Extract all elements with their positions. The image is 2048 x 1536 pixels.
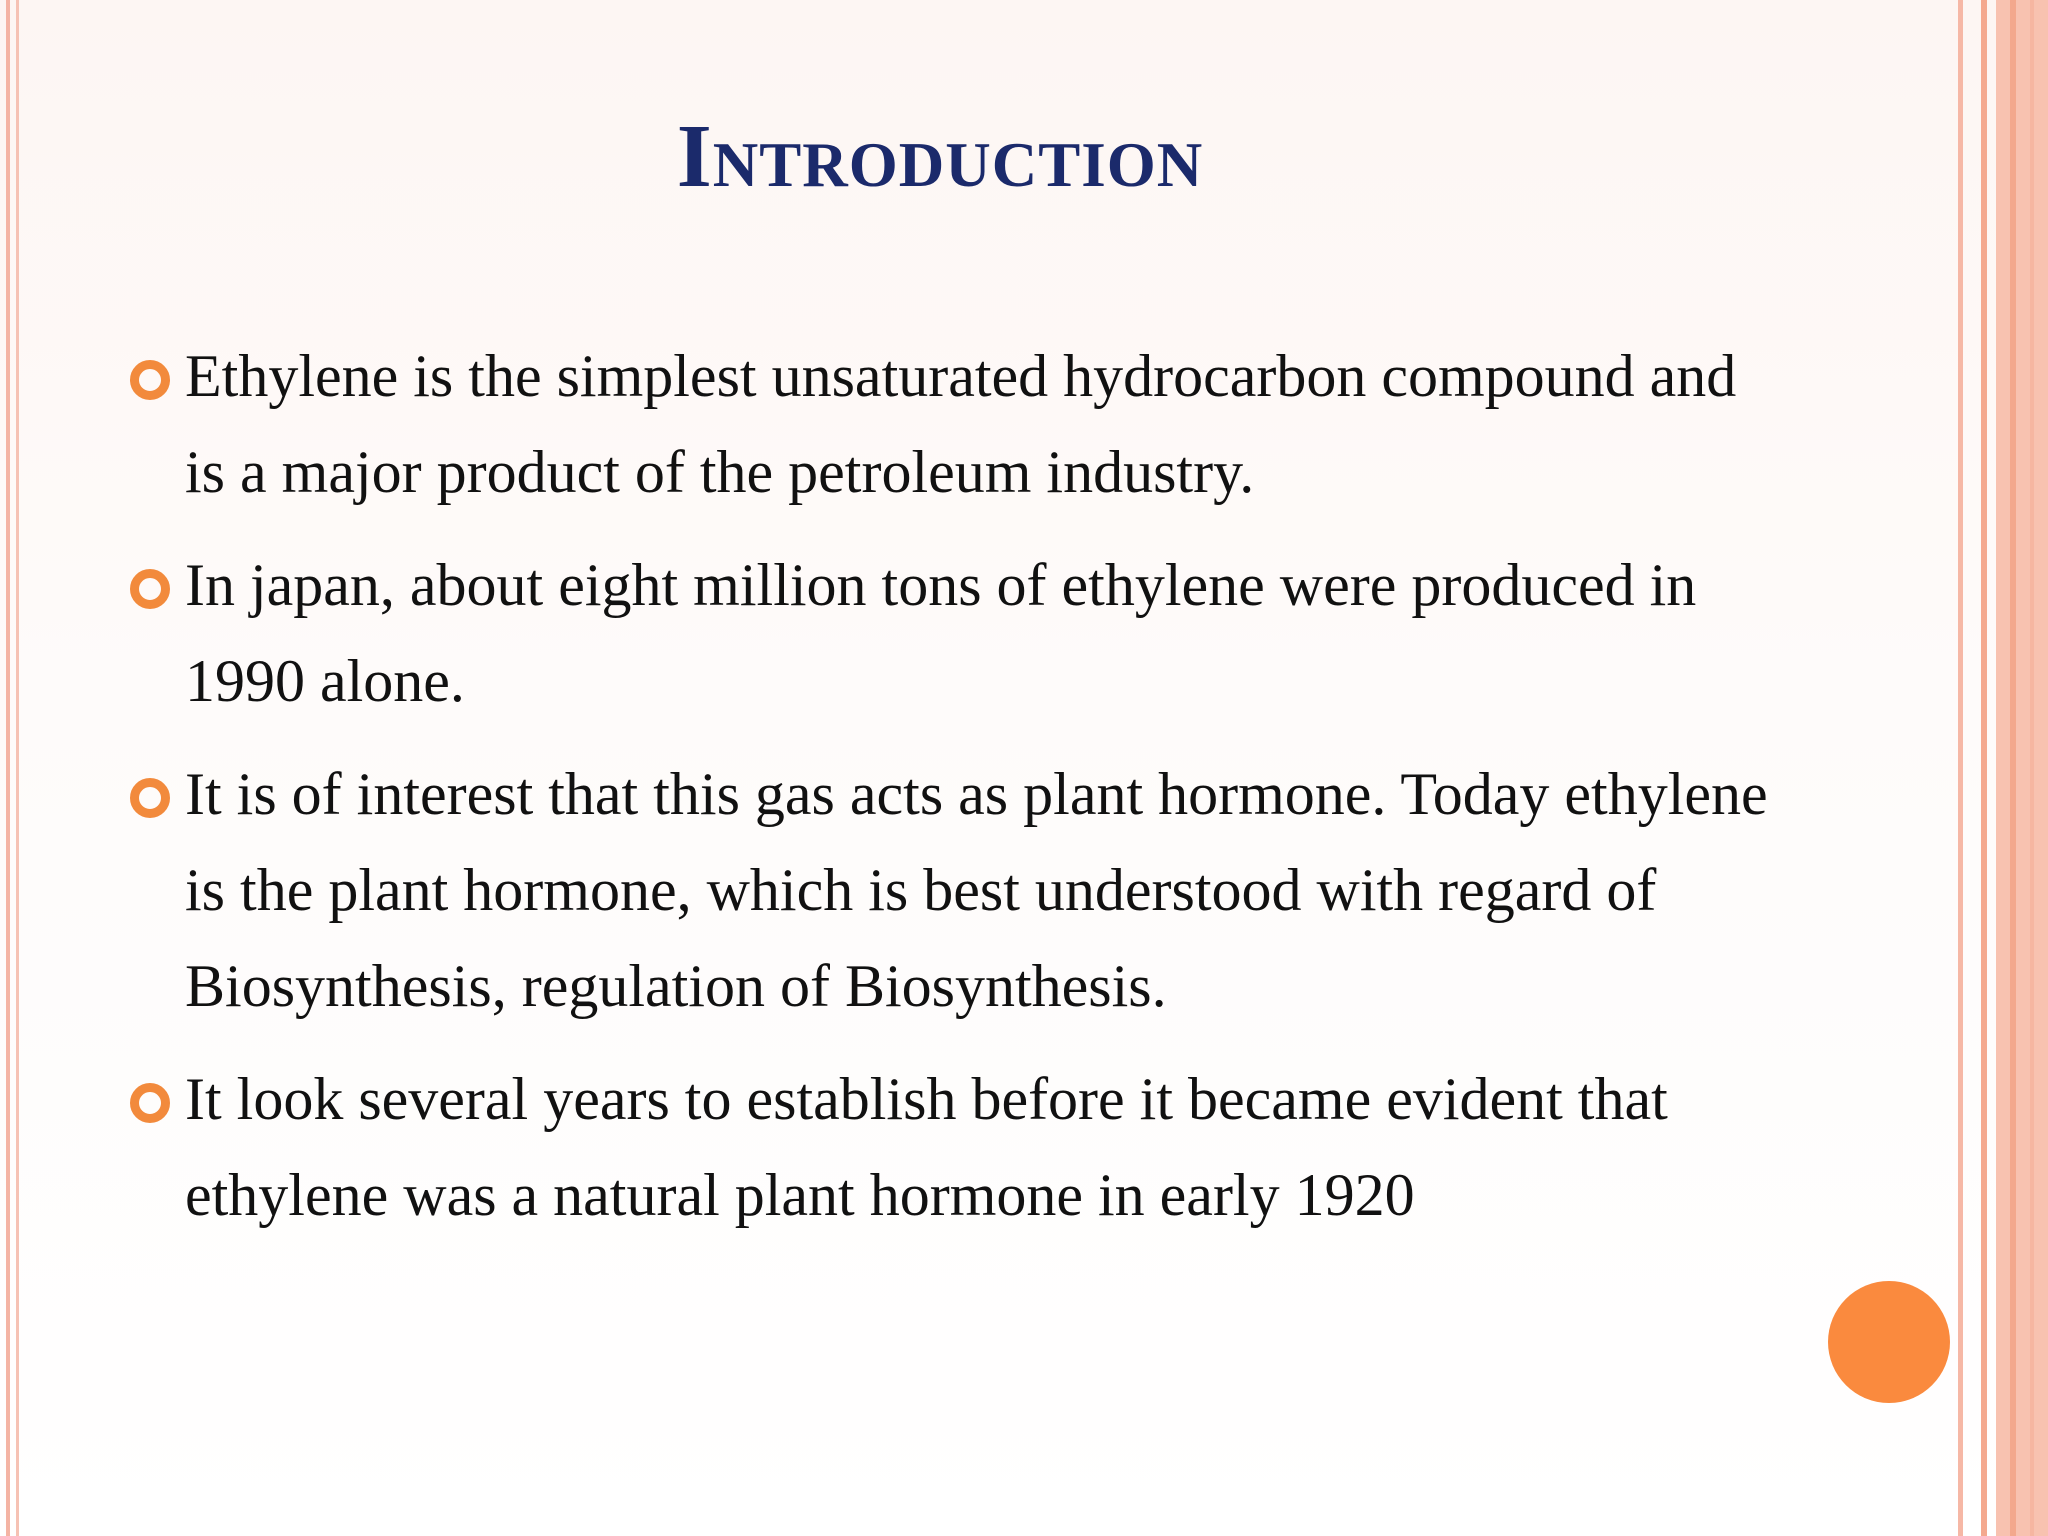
right-border-line xyxy=(2010,0,2016,1536)
filled-circle-icon xyxy=(1828,1281,1950,1403)
bullet-list xyxy=(130,328,1770,1260)
bullet-text: In japan, about eight million tons of ethylene were produced in 1990 alone. xyxy=(185,552,1697,714)
left-border-line xyxy=(6,0,10,1536)
bullet-text: It look several years to establish before it became evident that ethylene was a natural plant hormone in early 1920 xyxy=(185,1066,1668,1228)
hollow-circle-icon xyxy=(130,1083,170,1123)
right-border-line xyxy=(2030,0,2034,1536)
right-border-line xyxy=(1958,0,1963,1536)
bullet-item xyxy=(130,537,1770,729)
bullet-text: It is of interest that this gas acts as plant hormone. Today ethylene is the plant hormone, which is best understood with regard of Biosynthesis, regulation of Biosynthesis. xyxy=(185,761,1768,1019)
bullet-item xyxy=(130,746,1770,1034)
hollow-circle-icon xyxy=(130,778,170,818)
right-border-line xyxy=(1981,0,1987,1536)
hollow-circle-icon xyxy=(130,569,170,609)
left-border-line xyxy=(16,0,19,1536)
bullet-item xyxy=(130,328,1770,520)
slide-title: Introduction xyxy=(676,107,1204,206)
bullet-item xyxy=(130,1051,1770,1243)
right-border-band xyxy=(1996,0,2048,1536)
bullet-text: Ethylene is the simplest unsaturated hydrocarbon compound and is a major product of the petroleum industry. xyxy=(185,343,1737,505)
hollow-circle-icon xyxy=(130,360,170,400)
